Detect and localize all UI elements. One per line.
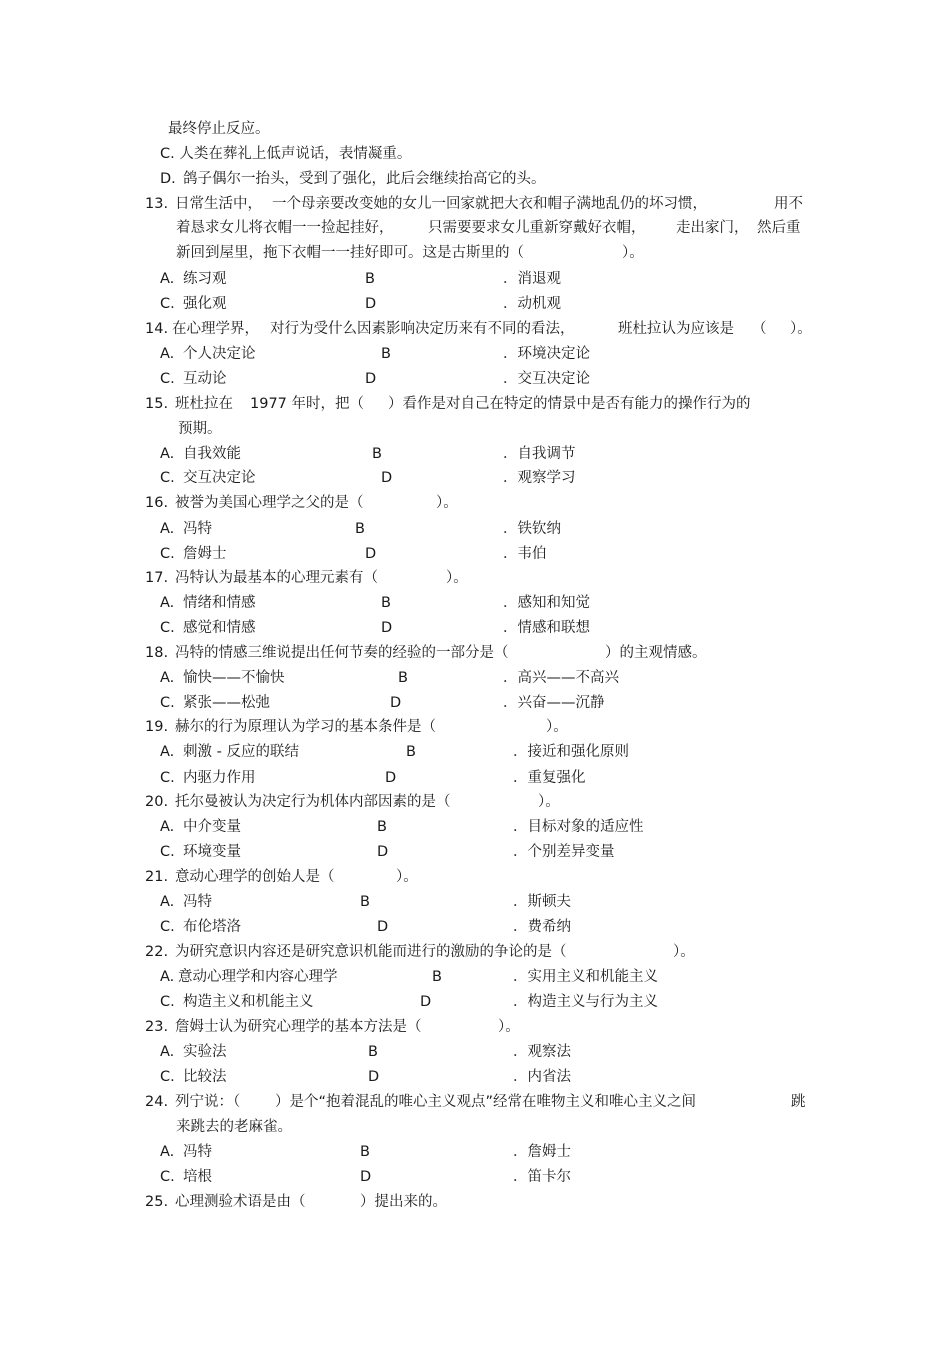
option-c-text: 詹姆士 — [183, 546, 227, 562]
option-d-label: D — [368, 1069, 380, 1085]
stem-text: 跳 — [791, 1094, 806, 1110]
option-b-text: ．铁钦纳 — [503, 521, 561, 537]
option-d-label: D — [377, 919, 389, 935]
option-b-label: B — [372, 446, 382, 462]
option-b-text: ．感知和知觉 — [503, 595, 590, 611]
stem-text: 最终停止反应。 — [168, 121, 270, 137]
option-a-label: A. — [160, 595, 175, 611]
option-c-text: 环境变量 — [183, 844, 241, 860]
option-a-label: A. — [160, 744, 175, 760]
option-a-label: A. — [160, 969, 175, 985]
stem-text: ）看作是对自己在特定的情景中是否有能力的操作行为的 — [388, 396, 751, 412]
stem-text: 赫尔的行为原理认为学习的基本条件是（ — [175, 719, 436, 735]
stem-text: ）是个“抱着混乱的唯心主义观点”经常在唯物主义和唯心主义之间 — [275, 1094, 697, 1110]
option-c-label: C. — [160, 695, 175, 711]
option-d-text: ．韦伯 — [503, 546, 547, 562]
stem-text: ）。 — [396, 869, 418, 885]
option-a-text: 情绪和情感 — [183, 595, 256, 611]
option-b-label: B — [381, 346, 391, 362]
question-number: 18. — [145, 645, 169, 661]
stem-text: 班杜拉认为应该是 — [618, 321, 734, 337]
option-c-label: C. — [160, 371, 175, 387]
option-c-label: C. — [160, 296, 175, 312]
option-b-text: ．环境决定论 — [503, 346, 590, 362]
question-number: 23. — [145, 1019, 169, 1035]
option-c-text: 感觉和情感 — [183, 620, 256, 636]
option-d-label: D — [381, 470, 393, 486]
option-d-label: D — [365, 371, 377, 387]
option-d-label: D. — [160, 171, 176, 187]
option-a-label: A. — [160, 670, 175, 686]
option-d-text: ．构造主义与行为主义 — [513, 994, 658, 1010]
option-c-text: 紧张——松弛 — [183, 695, 270, 711]
option-b-text: ．观察法 — [513, 1044, 571, 1060]
option-a-label: A. — [160, 1144, 175, 1160]
option-c-label: C. — [160, 919, 175, 935]
question-number: 16. — [145, 495, 169, 511]
option-c: C. 人类在葬礼上低声说话，表情凝重。 — [160, 146, 412, 162]
option-d-text: ．内省法 — [513, 1069, 571, 1085]
option-b-label: B — [360, 894, 370, 910]
option-c-label: C. — [160, 620, 175, 636]
option-d-label: D — [365, 296, 377, 312]
stem-text: ）。 — [446, 570, 468, 586]
option-c-text: 布伦塔洛 — [183, 919, 241, 935]
option-d-text: ．个别差异变量 — [513, 844, 615, 860]
option-a-text: 愉快——不愉快 — [183, 670, 285, 686]
stem-text: 着恳求女儿将衣帽一一捡起挂好， — [176, 220, 394, 236]
option-c-text: 交互决定论 — [183, 470, 256, 486]
stem-text: ）。 — [790, 321, 812, 337]
option-c-label: C. — [160, 994, 175, 1010]
stem-text: 一个母亲要改变她的女儿一回家就把大衣和帽子满地乱仍的坏习惯， — [272, 196, 707, 212]
stem-text: 为研究意识内容还是研究意识机能而进行的激励的争论的是（ — [175, 944, 567, 960]
option-a-text: 自我效能 — [183, 446, 241, 462]
option-a-label: A. — [160, 521, 175, 537]
option-a-text: 意动心理学和内容心理学 — [178, 969, 338, 985]
option-a-label: A. — [160, 819, 175, 835]
option-d-text: ．笛卡尔 — [513, 1169, 571, 1185]
stem-text: 日常生活中， — [175, 196, 262, 212]
option-b-label: B — [432, 969, 442, 985]
option-b-label: B — [365, 271, 375, 287]
option-b-text: ．消退观 — [503, 271, 561, 287]
option-b-text: ．接近和强化原则 — [513, 744, 629, 760]
option-c-text: 构造主义和机能主义 — [183, 994, 314, 1010]
option-b-text: ．目标对象的适应性 — [513, 819, 644, 835]
stem-text: 对行为受什么因素影响决定历来有不同的看法， — [270, 321, 575, 337]
stem-text: 詹姆士认为研究心理学的基本方法是（ — [175, 1019, 422, 1035]
option-a-text: 实验法 — [183, 1044, 227, 1060]
option-d-label: D — [365, 546, 377, 562]
stem-text: 托尔曼被认为决定行为机体内部因素的是（ — [175, 794, 451, 810]
option-c-label: C. — [160, 770, 175, 786]
question-number: 14. — [145, 321, 169, 337]
stem-text: ）。 — [436, 495, 458, 511]
option-a-text: 冯特 — [183, 1144, 212, 1160]
option-a-label: A. — [160, 446, 175, 462]
question-number: 21. — [145, 869, 169, 885]
question-number: 15. — [145, 396, 169, 412]
stem-text: 用不 — [774, 196, 803, 212]
option-d-text: ．交互决定论 — [503, 371, 590, 387]
question-number: 13. — [145, 196, 169, 212]
stem-text: 被誉为美国心理学之父的是（ — [175, 495, 364, 511]
option-c-text: 比较法 — [183, 1069, 227, 1085]
option-b-label: B — [360, 1144, 370, 1160]
option-b-text: ．詹姆士 — [513, 1144, 571, 1160]
stem-text: ）提出来的。 — [360, 1194, 447, 1210]
stem-text: 冯特认为最基本的心理元素有（ — [175, 570, 378, 586]
option-c-label: C. — [160, 1169, 175, 1185]
stem-text: 班杜拉在 — [175, 396, 233, 412]
stem-text: 列宁说：（ — [175, 1094, 241, 1110]
option-a-text: 冯特 — [183, 894, 212, 910]
option-b-label: B — [406, 744, 416, 760]
option-b-label: B — [381, 595, 391, 611]
option-b-label: B — [398, 670, 408, 686]
option-a-label: A. — [160, 1044, 175, 1060]
question-number: 20. — [145, 794, 169, 810]
question-number: 19. — [145, 719, 169, 735]
option-a-text: 刺激 - 反应的联结 — [183, 744, 299, 760]
option-a-text: 冯特 — [183, 521, 212, 537]
stem-text: ）。 — [546, 719, 568, 735]
option-d-text: ．费希纳 — [513, 919, 571, 935]
option-c-label: C. — [160, 470, 175, 486]
option-d-label: D — [390, 695, 402, 711]
option-b-text: ．高兴——不高兴 — [503, 670, 619, 686]
stem-text: ）的主观情感。 — [605, 645, 707, 661]
option-a-text: 练习观 — [183, 271, 227, 287]
option-d-text: ．情感和联想 — [503, 620, 590, 636]
option-d-label: D — [420, 994, 432, 1010]
option-c-text: 互动论 — [183, 371, 227, 387]
stem-text: 预期。 — [178, 421, 222, 437]
option-b-label: B — [368, 1044, 378, 1060]
stem-text: 只需要要求女儿重新穿戴好衣帽， — [428, 220, 646, 236]
option-a-text: 中介变量 — [183, 819, 241, 835]
stem-text: ）。 — [673, 944, 695, 960]
question-number: 17. — [145, 570, 169, 586]
question-number: 25. — [145, 1194, 169, 1210]
question-number: 24. — [145, 1094, 169, 1110]
stem-text: ）。 — [622, 245, 644, 261]
stem-text: 意动心理学的创始人是（ — [175, 869, 335, 885]
option-d-text: 鸽子偶尔一抬头，受到了强化，此后会继续抬高它的头。 — [183, 171, 546, 187]
stem-text: 走出家门， — [676, 220, 749, 236]
option-b-text: ．自我调节 — [503, 446, 576, 462]
stem-text: 在心理学界， — [172, 321, 259, 337]
stem-text: 心理测验术语是由（ — [175, 1194, 306, 1210]
stem-text: 新回到屋里，拖下衣帽一一挂好即可。这是古斯里的（ — [176, 245, 524, 261]
stem-text: （ — [752, 321, 767, 337]
option-b-text: ．斯顿夫 — [513, 894, 571, 910]
stem-text: ）。 — [498, 1019, 520, 1035]
option-b-label: B — [377, 819, 387, 835]
option-d-text: ．动机观 — [503, 296, 561, 312]
stem-text: ）。 — [538, 794, 560, 810]
option-b-label: B — [355, 521, 365, 537]
option-c-label: C. — [160, 844, 175, 860]
option-c-text: 内驱力作用 — [183, 770, 256, 786]
option-a-label: A. — [160, 894, 175, 910]
option-d-text: ．观察学习 — [503, 470, 576, 486]
option-c-label: C. — [160, 1069, 175, 1085]
stem-text: 1977 年时，把（ — [250, 396, 365, 412]
option-d-text: ．重复强化 — [513, 770, 586, 786]
option-a-label: A. — [160, 346, 175, 362]
option-a-label: A. — [160, 271, 175, 287]
stem-text: 然后重 — [757, 220, 801, 236]
option-b-text: ．实用主义和机能主义 — [513, 969, 658, 985]
option-d-label: D — [381, 620, 393, 636]
option-d-label: D — [360, 1169, 372, 1185]
option-c-text: 强化观 — [183, 296, 227, 312]
option-d-label: D — [385, 770, 397, 786]
option-c-text: 培根 — [183, 1169, 212, 1185]
option-d-text: ．兴奋——沉静 — [503, 695, 605, 711]
option-a-text: 个人决定论 — [183, 346, 256, 362]
option-c-label: C. — [160, 546, 175, 562]
stem-text: 来跳去的老麻雀。 — [176, 1119, 292, 1135]
stem-text: 冯特的情感三维说提出任何节奏的经验的一部分是（ — [175, 645, 509, 661]
question-number: 22. — [145, 944, 169, 960]
option-d-label: D — [377, 844, 389, 860]
